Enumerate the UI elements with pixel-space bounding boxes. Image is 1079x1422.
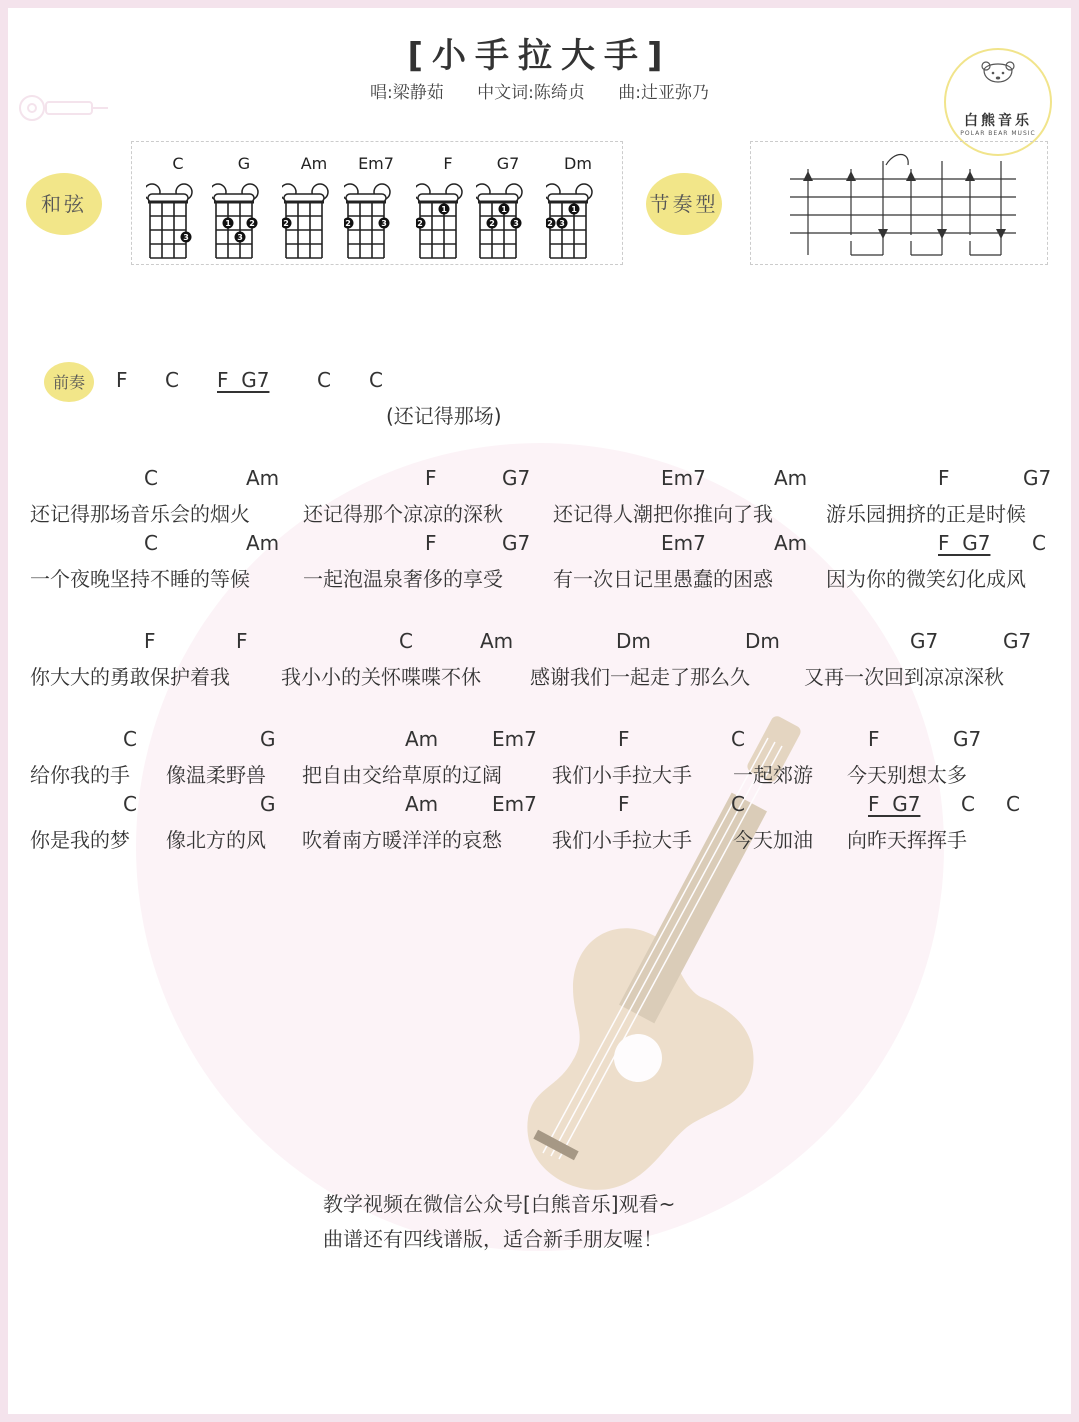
- lyric-phrase: 把自由交给草原的辽阔: [302, 763, 502, 787]
- song-title: [小手拉大手]: [407, 36, 672, 76]
- chord-label: C: [1032, 531, 1046, 555]
- lyric-phrase: 还记得人潮把你推向了我: [553, 502, 773, 526]
- chord-label: F: [236, 629, 248, 653]
- fretboard-grid: [476, 174, 536, 266]
- chord-label: G7: [910, 629, 939, 653]
- lyric-phrase: 向昨天挥挥手: [847, 828, 967, 852]
- polar-bear-icon: [980, 60, 1016, 88]
- intro-chord: C: [165, 368, 179, 392]
- chord-label: G7: [502, 466, 531, 490]
- chord-name: G7: [496, 154, 520, 173]
- rhythm-badge: 节奏型: [646, 173, 722, 235]
- lyric-phrase: 还记得那场音乐会的烟火: [30, 502, 250, 526]
- finger-number: 2: [489, 219, 495, 228]
- chord-label: G7: [1003, 629, 1032, 653]
- intro-chord: C: [369, 368, 383, 392]
- finger-number: 3: [183, 233, 189, 242]
- chord-label: C: [731, 727, 745, 751]
- chord-name: Em7: [358, 154, 394, 173]
- finger-number: 2: [547, 219, 553, 228]
- chord-label: C: [731, 792, 745, 816]
- lyric-phrase: 一个夜晚坚持不睡的等候: [30, 567, 250, 591]
- chord-diagram-g: [212, 154, 276, 270]
- lyric-phrase: 我们小手拉大手: [552, 828, 692, 852]
- fretboard-grid: [344, 174, 404, 266]
- chord-label: F G7: [868, 792, 921, 816]
- logo-name: 白熊音乐: [964, 113, 1032, 129]
- chord-label: F: [868, 727, 880, 751]
- chord-label: G: [260, 792, 276, 816]
- chord-label: Em7: [661, 466, 706, 490]
- chord-name: G: [237, 154, 251, 173]
- finger-number: 2: [249, 219, 255, 228]
- chord-label: F: [938, 466, 950, 490]
- chord-diagram-g7: [476, 154, 540, 270]
- chord-label: Em7: [661, 531, 706, 555]
- chord-label: F: [425, 531, 437, 555]
- intro-chord: F G7: [217, 368, 270, 392]
- lyric-phrase: 我小小的关怀喋喋不休: [281, 665, 481, 689]
- chord-label: F: [618, 727, 630, 751]
- lyric-phrase: 吹着南方暖洋洋的哀愁: [302, 828, 502, 852]
- chord-label: C: [123, 727, 137, 751]
- chord-label: Dm: [616, 629, 651, 653]
- lyric-phrase: 还记得那个凉凉的深秋: [303, 502, 503, 526]
- composer-credit: 曲:辻亚弥乃: [618, 83, 709, 103]
- intro-badge: 前奏: [44, 362, 94, 402]
- ukulele-ribbon-icon: [10, 94, 110, 122]
- footer-note: 曲谱还有四线谱版，适合新手朋友喔！: [323, 1227, 663, 1251]
- finger-number: 1: [571, 205, 577, 214]
- finger-number: 3: [237, 233, 243, 242]
- intro-chord: F: [116, 368, 128, 392]
- chord-label: F: [425, 466, 437, 490]
- finger-number: 2: [417, 219, 423, 228]
- intro-lyric: (还记得那场): [386, 404, 502, 428]
- lyric-phrase: 给你我的手: [30, 763, 130, 787]
- chord-label: Em7: [492, 727, 537, 751]
- chord-name: Dm: [564, 154, 592, 173]
- singer-credit: 唱:梁静茹: [369, 83, 444, 103]
- lyric-phrase: 因为你的微笑幻化成风: [826, 567, 1026, 591]
- lyric-phrase: 感谢我们一起走了那么久: [530, 665, 750, 689]
- finger-number: 1: [441, 205, 447, 214]
- lyric-phrase: 今天别想太多: [847, 763, 967, 787]
- lyricist-credit: 中文词:陈绮贞: [477, 83, 585, 103]
- chord-label: F: [144, 629, 156, 653]
- credits: [8, 78, 1071, 103]
- chord-label: Am: [480, 629, 514, 653]
- chord-label: F G7: [938, 531, 991, 555]
- lyric-phrase: 像北方的风: [166, 828, 266, 852]
- chord-diagram-em7: [344, 154, 408, 270]
- lyric-phrase: 你是我的梦: [30, 828, 130, 852]
- chord-diagram-dm: [546, 154, 610, 270]
- finger-number: 2: [283, 219, 289, 228]
- chord-label: Am: [774, 531, 808, 555]
- fretboard-grid: [212, 174, 272, 266]
- chord-label: Am: [774, 466, 808, 490]
- chord-label: Am: [246, 466, 280, 490]
- lyric-phrase: 一起泡温泉奢侈的享受: [303, 567, 503, 591]
- finger-number: 2: [345, 219, 351, 228]
- chord-label: Am: [405, 727, 439, 751]
- chord-name: C: [172, 154, 184, 173]
- lyric-phrase: 又再一次回到凉凉深秋: [804, 665, 1004, 689]
- chord-label: Am: [246, 531, 280, 555]
- chord-label: G7: [1023, 466, 1052, 490]
- footer-note: 教学视频在微信公众号[白熊音乐]观看~: [323, 1192, 676, 1216]
- chord-label: C: [123, 792, 137, 816]
- chords-badge: 和弦: [26, 173, 102, 235]
- finger-number: 3: [559, 219, 565, 228]
- chord-label: C: [144, 466, 158, 490]
- lyric-phrase: 你大大的勇敢保护着我: [30, 665, 230, 689]
- lyric-phrase: 像温柔野兽: [166, 763, 266, 787]
- finger-number: 1: [501, 205, 507, 214]
- finger-number: 1: [225, 219, 231, 228]
- fretboard-grid: [416, 174, 476, 266]
- finger-number: 3: [513, 219, 519, 228]
- chord-label: G7: [502, 531, 531, 555]
- lyric-phrase: 今天加油: [733, 828, 813, 852]
- chord-name: Am: [300, 154, 328, 173]
- lyric-phrase: 游乐园拥挤的正是时候: [826, 502, 1026, 526]
- lyric-phrase: 一起郊游: [733, 763, 813, 787]
- fretboard-grid: [546, 174, 606, 266]
- sheet-page: [8, 8, 1071, 1414]
- chord-label: C: [144, 531, 158, 555]
- chord-label: Am: [405, 792, 439, 816]
- finger-number: 3: [381, 219, 387, 228]
- chord-label: C: [1006, 792, 1020, 816]
- chord-label: G7: [953, 727, 982, 751]
- lyric-phrase: 我们小手拉大手: [552, 763, 692, 787]
- chord-label: F: [618, 792, 630, 816]
- chord-diagram-f: [416, 154, 480, 270]
- logo-subtitle: POLAR BEAR MUSIC: [960, 130, 1036, 137]
- polar-bear-logo: [944, 48, 1052, 156]
- chord-name: F: [443, 154, 453, 173]
- chord-label: Dm: [745, 629, 780, 653]
- intro-chord: C: [317, 368, 331, 392]
- chord-label: Em7: [492, 792, 537, 816]
- chord-label: C: [961, 792, 975, 816]
- chord-label: G: [260, 727, 276, 751]
- chord-label: C: [399, 629, 413, 653]
- fretboard-grid: [282, 174, 342, 266]
- chord-diagram-c: [146, 154, 210, 270]
- lyric-phrase: 有一次日记里愚蠢的困惑: [553, 567, 773, 591]
- chord-diagram-am: [282, 154, 346, 270]
- fretboard-grid: [146, 174, 206, 266]
- strumming-pattern: [750, 141, 1046, 263]
